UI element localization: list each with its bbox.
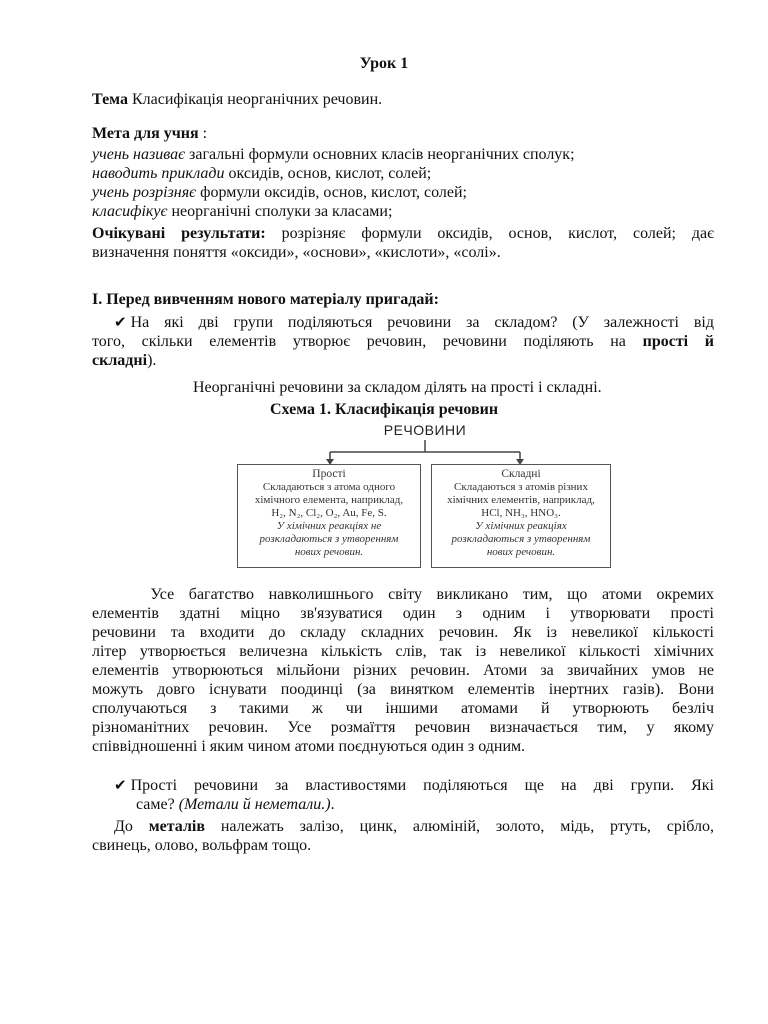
complex-examples: HCl, NH₃, HNO₃. (481, 507, 561, 519)
simple-note-2: розкладаються з утворенням (259, 533, 399, 545)
question-2-text: Прості речовини за властивостями поділяються ще на дві групи. Які (130, 777, 714, 794)
paragraph-line: речовини та входити до складу складних речовин. Як із невеликої кількості (92, 624, 714, 641)
question-1-line-1 (92, 313, 714, 332)
paragraph-line: сполучаються з такими ж чи іншими атомами й утворюють безліч (92, 700, 714, 717)
goal-verb: наводить приклади (92, 165, 225, 182)
goal-item-4 (92, 202, 392, 222)
question-1-line-3 (92, 351, 714, 370)
complex-note-2: розкладаються з утворенням (451, 533, 591, 545)
complex-substances-box (431, 464, 611, 568)
scheme-root-label: РЕЧОВИНИ (383, 422, 467, 438)
goal-verb: класифікує (92, 203, 168, 220)
section-1-heading: І. Перед вивченням нового матеріалу пригадай: (92, 291, 439, 308)
paragraph-line: елементів здатні міцно зв'язуватися один з одним і утворювати прості (92, 605, 714, 622)
goal-item-3 (92, 183, 467, 203)
complex-title: Складні (501, 468, 541, 480)
paragraph-line: Усе багатство навколишнього світу викликано тим, що атоми окремих (92, 586, 714, 603)
question-1-text-2: того, скільки елементів утворює речовин, речовини поділяють на (92, 333, 626, 350)
goal-text: неорганічні сполуки за класами; (167, 203, 393, 220)
check-icon: ✔ (114, 776, 127, 794)
paragraph-line: можуть довго існувати поодинці (за винятком елементів інертних газів). Вони (92, 681, 714, 698)
classification-scheme (235, 420, 615, 570)
question-1 (92, 313, 714, 370)
goal-suffix: : (198, 125, 208, 142)
expected-line-2: визначення поняття «оксиди», «основи», «кислоти», «солі». (92, 244, 501, 261)
question-1-line-2 (92, 332, 714, 351)
expected-results (92, 224, 714, 262)
goal-label: Мета для учня (92, 125, 199, 142)
question-2-text-2: саме? (136, 796, 179, 813)
metals-prefix: До (114, 818, 149, 835)
complex-note-3: нових речовин. (486, 546, 556, 558)
scheme-caption: Схема 1. Класифікація речовин (269, 401, 499, 418)
topic-text: Класифікація неорганічних речовин. (127, 91, 383, 108)
lesson-title: Урок 1 (359, 55, 409, 72)
metals-paragraph (92, 817, 714, 855)
topic-line (92, 90, 382, 110)
paragraph-line: різноманітних речовин. Усе розмаїття речовин визначається тим, у якому (92, 719, 714, 736)
simple-desc-1: Складаються з атома одного (262, 481, 396, 493)
metals-text: належать залізо, цинк, алюміній, золото, мідь, ртуть, срібло, (205, 818, 715, 835)
topic-label: Тема (92, 91, 128, 108)
goal-item-1 (92, 145, 575, 165)
metals-bold: металів (148, 818, 206, 835)
paragraph-line: літер утворюється величезна кількість слів, так із невеликої кількості хімічних (92, 643, 714, 660)
question-1-end: ). (147, 352, 157, 369)
check-icon: ✔ (114, 313, 127, 331)
expected-line-1 (92, 224, 714, 243)
question-1-bold-2: складні (92, 352, 148, 369)
goal-text: оксидів, основ, кислот, солей; (224, 165, 432, 182)
metals-line-1 (92, 817, 714, 836)
goal-heading (92, 124, 207, 144)
question-2-answer: (Метали й неметали.) (178, 796, 331, 813)
main-paragraph (92, 585, 714, 756)
question-1-text: На які дві групи поділяються речовини за складом? (У залежності від (130, 314, 714, 331)
paragraph-line: елементів утворюються мільйони різних речовин. Атоми за звичайних умов не (92, 662, 714, 679)
simple-note-3: нових речовин. (294, 546, 364, 558)
question-1-bold: прості й (642, 333, 715, 350)
question-2-line-2 (92, 795, 714, 814)
complex-note-1: У хімічних реакціях (475, 520, 567, 532)
simple-substances-box (237, 464, 421, 568)
goal-text: формули оксидів, основ, кислот, солей; (196, 184, 467, 201)
expected-text: розрізняє формули оксидів, основ, кислот, солей; дає (281, 225, 715, 242)
goal-verb: учень розрізняє (92, 184, 197, 201)
question-2-line-1 (92, 776, 714, 795)
goal-verb: учень називає (92, 146, 186, 163)
complex-desc-1: Складаються з атомів різних (454, 481, 588, 493)
simple-title: Прості (312, 468, 346, 480)
complex-desc-2: хімічних елементів, наприклад, (447, 494, 595, 506)
simple-desc-2: хімічного елемента, наприклад, (254, 494, 404, 506)
question-2-end: . (330, 796, 335, 813)
simple-note-1: У хімічних реакціях не (276, 520, 382, 532)
question-2 (92, 776, 714, 814)
expected-label: Очікувані результати: (92, 225, 266, 242)
simple-examples: H₂, N₂, Cl₂, O₂, Au, Fe, S. (271, 507, 387, 519)
paragraph-line: співвідношенні і яким чином атоми поєднуються один з одним. (92, 738, 526, 755)
goal-text: загальні формули основних класів неорганічних сполук; (185, 146, 575, 163)
metals-line-2: свинець, олово, вольфрам тощо. (92, 837, 312, 854)
center-sentence: Неорганічні речовини за складом ділять на прості і складні. (193, 379, 602, 396)
goal-item-2 (92, 164, 431, 184)
